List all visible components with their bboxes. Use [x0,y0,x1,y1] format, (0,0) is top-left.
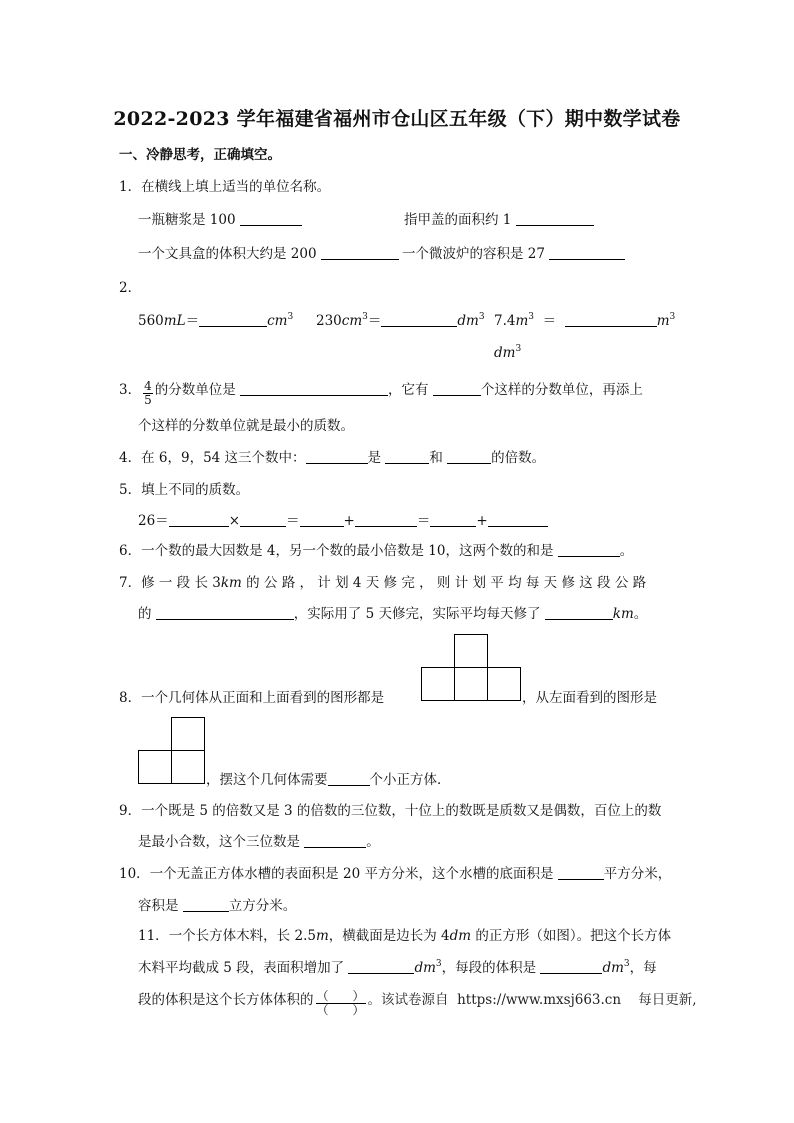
question-text: 一个数的最大因数是 4，另一个数的最小倍数是 10，这两个数的和是 [141,543,554,559]
question-11-line-2 [138,958,657,978]
answer-blank[interactable] [156,605,294,620]
plus-sign: + [343,513,355,529]
question-text: ，实际用了 5 天修完，实际平均每天修了 [293,606,541,622]
question-text: 。 [619,543,634,559]
figure-cell [171,717,205,751]
question-text: 。 [366,834,380,850]
answer-blank[interactable] [328,771,370,786]
question-text: 的分数单位是 [154,382,236,398]
question-10-line-1 [119,864,671,884]
figure-cell [421,667,455,701]
answer-blank[interactable] [199,312,267,327]
question-number: 10． [119,866,150,882]
value: 560 [138,313,164,329]
answer-blank[interactable] [565,312,657,327]
exponent: 3 [435,959,442,969]
question-number: 11． [138,928,169,944]
unit: mL [163,313,186,329]
watermark-text: 每日更新, [638,992,697,1008]
answer-blank[interactable] [385,449,429,464]
question-text: 容积是 [138,898,179,914]
question-1-stem [119,177,330,197]
answer-blank[interactable] [549,245,625,260]
exponent: 3 [515,344,522,354]
answer-blank[interactable] [348,959,414,974]
question-text: 在 6，9，54 这三个数中： [141,450,306,466]
answer-blank[interactable] [447,449,491,464]
question-text: 。 [633,606,648,622]
unit: cm [267,313,288,329]
question-2-item-c [494,311,675,331]
unit: cm [341,313,363,329]
question-text: 木料平均截成 5 段，表面积增加了 [138,960,345,976]
question-10-line-2 [138,896,296,916]
figure-cell [454,634,488,668]
question-11-line-1 [138,926,671,946]
question-number: 8． [119,690,142,706]
question-number: 5． [119,482,142,498]
section-heading: 一、冷静思考，正确填空。 [119,147,281,163]
unit: dm [602,960,624,976]
question-text: 一个既是 5 的倍数又是 3 的倍数的三位数，十位上的数既是质数又是偶数，百位上的数 [141,803,662,819]
question-text: 是 [367,450,382,466]
exponent: 3 [623,959,630,969]
answer-blank[interactable] [540,959,602,974]
answer-blank[interactable] [488,512,548,527]
unit: dm [494,345,516,361]
question-text: ，摆这个几何体需要 [206,772,328,788]
question-text: 段的体积是这个长方体体积的 [138,992,314,1008]
item-text: 一个微波炉的容积是 27 [402,246,545,262]
exponent: 3 [362,312,368,322]
question-text: 立方分米。 [228,898,297,914]
question-3-line-1 [119,380,643,407]
unit: dm [449,928,472,944]
figure-cell [487,667,521,701]
question-text: 一个无盖正方体水槽的表面积是 20 平方分米，这个水槽的底面积是 [149,866,554,882]
equals-sign: ＝ [185,313,200,329]
question-text: 的倍数。 [491,450,546,466]
times-sign: × [228,513,240,529]
answer-blank[interactable] [169,512,229,527]
watermark-url: https://www.mxsj663.cn [457,992,622,1008]
equals-sign: ＝ [286,513,300,529]
question-number: 1． [119,179,142,195]
watermark-text: 。该试卷源自 [367,992,449,1008]
answer-blank[interactable] [355,512,417,527]
answer-blank[interactable] [306,449,368,464]
exponent: 3 [478,312,485,322]
question-8-line-1-cont: ，从左面看到的图形是 [522,690,657,706]
question-text: 和 [429,450,443,466]
question-2-item-a [138,311,293,331]
plus-sign: + [476,513,488,529]
answer-blank[interactable] [240,211,302,226]
question-5-stem [119,480,249,500]
item-text: 指甲盖的面积约 1 [404,212,512,228]
answer-blank[interactable] [321,245,399,260]
question-4 [119,448,545,468]
question-9-line-1 [119,801,661,821]
unit: km [612,606,634,622]
equation-lhs: 26＝ [138,513,169,529]
question-text: 的正方形（如图）。把这个长方体 [475,928,672,944]
unit: m [315,928,329,944]
question-2-number: 2． [119,280,142,296]
answer-blank[interactable] [430,512,476,527]
question-text: 平方分米， [603,866,672,882]
answer-blank[interactable] [300,512,344,527]
item-text: 一个文具盒的体积大约是 200 [138,246,317,262]
question-text: 的 公 路 ， 计 划 4 天 修 完 ， 则 计 划 平 均 每 天 修 这 段 公 路 [246,575,647,591]
question-text: 的 [138,606,152,622]
unit: dm [457,313,479,329]
exponent: 3 [669,312,676,322]
unit: m [656,313,670,329]
question-2-item-b [316,311,485,331]
question-number: 4． [119,450,142,466]
equals-sign: ＝ [367,313,382,329]
question-1-item-d [402,244,625,264]
answer-blank[interactable] [516,211,594,226]
question-text: ，每 [629,960,657,976]
question-number: 9． [119,803,142,819]
question-text: 在横线上填上适当的单位名称。 [141,179,331,195]
question-8-line-2 [206,770,451,790]
answer-blank[interactable] [381,312,457,327]
fraction-denominator: （ ） [316,1003,365,1017]
question-text: 一个几何体从正面和上面看到的图形都是 [141,690,385,706]
question-7-line-1 [119,573,646,593]
question-text: 个小正方体． [369,772,451,788]
fraction-blank[interactable] [316,990,366,1017]
question-3-line-2: 个这样的分数单位就是最小的质数。 [138,418,354,434]
fraction-numerator: 4 [144,379,152,393]
fraction-numerator: （ ） [316,989,365,1003]
question-number: 6． [119,543,142,559]
question-text: ，它有 [388,382,429,398]
question-8-line-1 [119,688,384,708]
figure-cell [454,667,488,701]
question-11-line-3 [138,990,697,1017]
fraction-denominator: 5 [144,393,152,407]
answer-blank[interactable] [304,833,366,848]
figure-cell [138,750,172,784]
question-1-item-b [404,210,594,230]
value: 230 [316,313,342,329]
question-text: 一个长方体木料，长 2.5 [168,928,316,944]
unit: km [220,575,242,591]
question-9-line-2 [138,832,380,852]
answer-blank[interactable] [433,381,481,396]
answer-blank[interactable] [558,865,604,880]
value: 7.4 [494,313,516,329]
question-1-item-c [138,244,399,264]
question-1-item-a [138,210,302,230]
exponent: 3 [287,312,294,322]
answer-blank[interactable] [240,381,388,396]
question-text: 是最小合数，这个三位数是 [138,834,300,850]
exponent: 3 [528,312,535,322]
answer-blank[interactable] [558,542,620,557]
question-7-line-2 [138,604,647,624]
question-2-item-c-cont [494,343,521,363]
unit: m [515,313,529,329]
fraction [143,380,153,407]
unit: dm [414,960,436,976]
equals-sign: ＝ [542,313,557,329]
answer-blank[interactable] [240,512,286,527]
page-title: 2022-2023 学年福建省福州市仓山区五年级（下）期中数学试卷 [113,108,681,130]
answer-blank[interactable] [183,897,229,912]
item-text: 一瓶糖浆是 100 [138,212,236,228]
equals-sign: ＝ [416,513,431,529]
question-text: 修 一 段 长 3 [141,575,221,591]
question-text: 填上不同的质数。 [141,482,250,498]
question-text: ，横截面是边长为 4 [328,928,450,944]
question-text: ，每段的体积是 [441,960,537,976]
question-5-equation [138,511,548,531]
figure-cell [171,750,205,784]
question-number: 3． [119,382,142,398]
question-6 [119,541,633,561]
answer-blank[interactable] [545,605,613,620]
question-number: 7． [119,575,142,591]
question-text: 个这样的分数单位，再添上 [480,382,643,398]
